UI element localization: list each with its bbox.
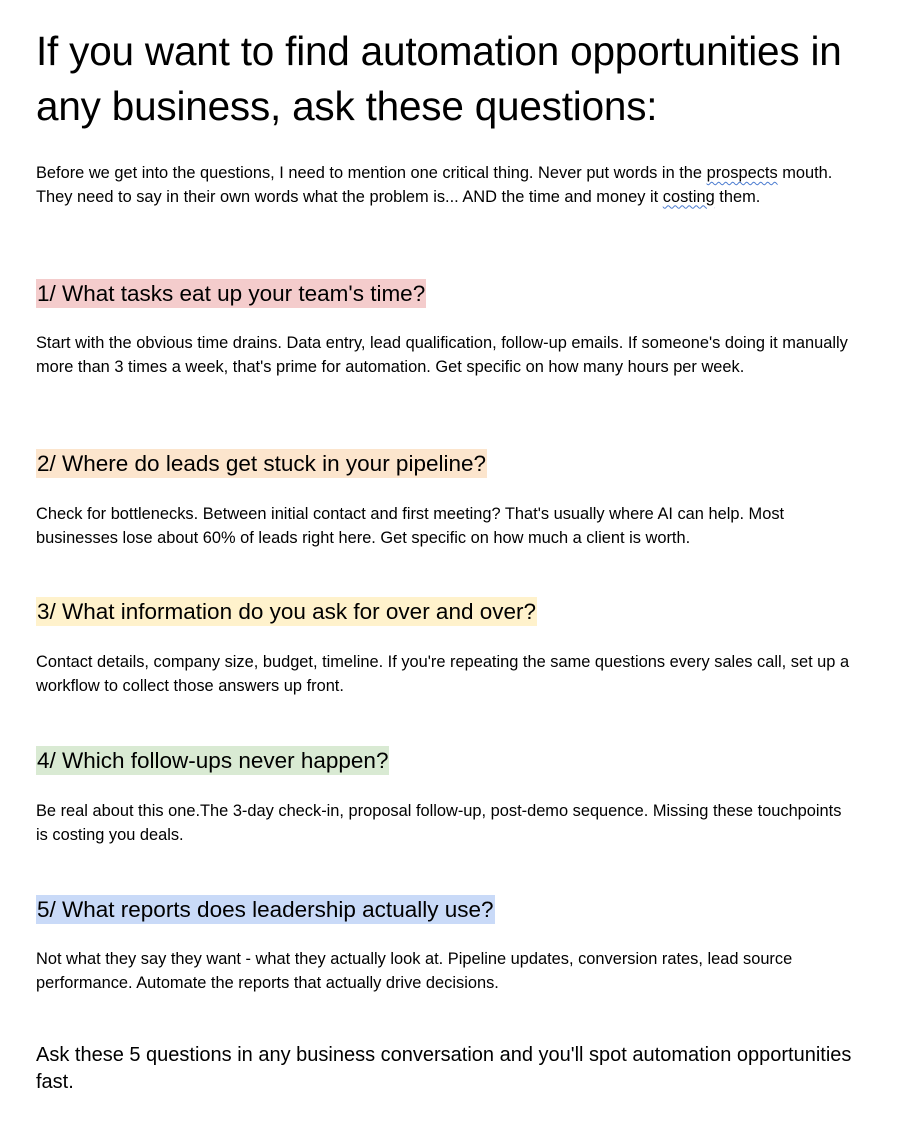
spellcheck-word-prospects[interactable]: prospects [706,164,778,182]
section-2-body: Check for bottlenecks. Between initial contact and first meeting? That's usually where AI can help. Most businesses lose about 60% of leads right here. Get specific on how much a client is worth. [36,505,785,547]
closing-paragraph: Ask these 5 questions in any business conversation and you'll spot automation opportunities fast. [36,1044,852,1093]
page-title: If you want to find automation opportunities in any business, ask these questions: [36,28,842,129]
section-2-heading-text: 2/ Where do leads get stuck in your pipeline? [37,451,487,476]
section-4-heading [36,746,389,776]
section-5-body: Not what they say they want - what they actually look at. Pipeline updates, conversion rates, lead source performance. Automate the reports that actually drive decisions. [36,950,793,992]
section-1-heading-text: 1/ What tasks eat up your team's time? [37,281,426,306]
intro-text-start: Before we get into the questions, I need to mention one critical thing. Never put words in the [36,164,707,182]
section-4-heading-text: 4/ Which follow-ups never happen? [37,748,389,773]
section-5-heading-text: 5/ What reports does leadership actually use? [37,897,494,922]
section-3-body: Contact details, company size, budget, timeline. If you're repeating the same questions every sales call, set up a workflow to collect those answers up front. [36,653,850,695]
section-3-heading [36,597,537,627]
section-5-heading [36,895,495,925]
section-3-heading-text: 3/ What information do you ask for over and over? [37,599,537,624]
intro-paragraph [36,162,856,209]
intro-text-end: them. [714,187,761,206]
section-1-body: Start with the obvious time drains. Data entry, lead qualification, follow-up emails. If someone's doing it manually more than 3 times a week, that's prime for automation. Get specific on how many hours per week. [36,334,848,376]
spellcheck-word-costing[interactable]: costing [662,187,715,206]
section-4-body: Be real about this one.The 3-day check-in, proposal follow-up, post-demo sequence. Missing these touchpoints is costing you deals. [36,802,842,844]
intro-text-middle: mouth. They need to say in their own words what the problem is... AND the time and money it [36,164,833,206]
section-1-heading [36,279,426,309]
section-2-heading [36,449,487,479]
